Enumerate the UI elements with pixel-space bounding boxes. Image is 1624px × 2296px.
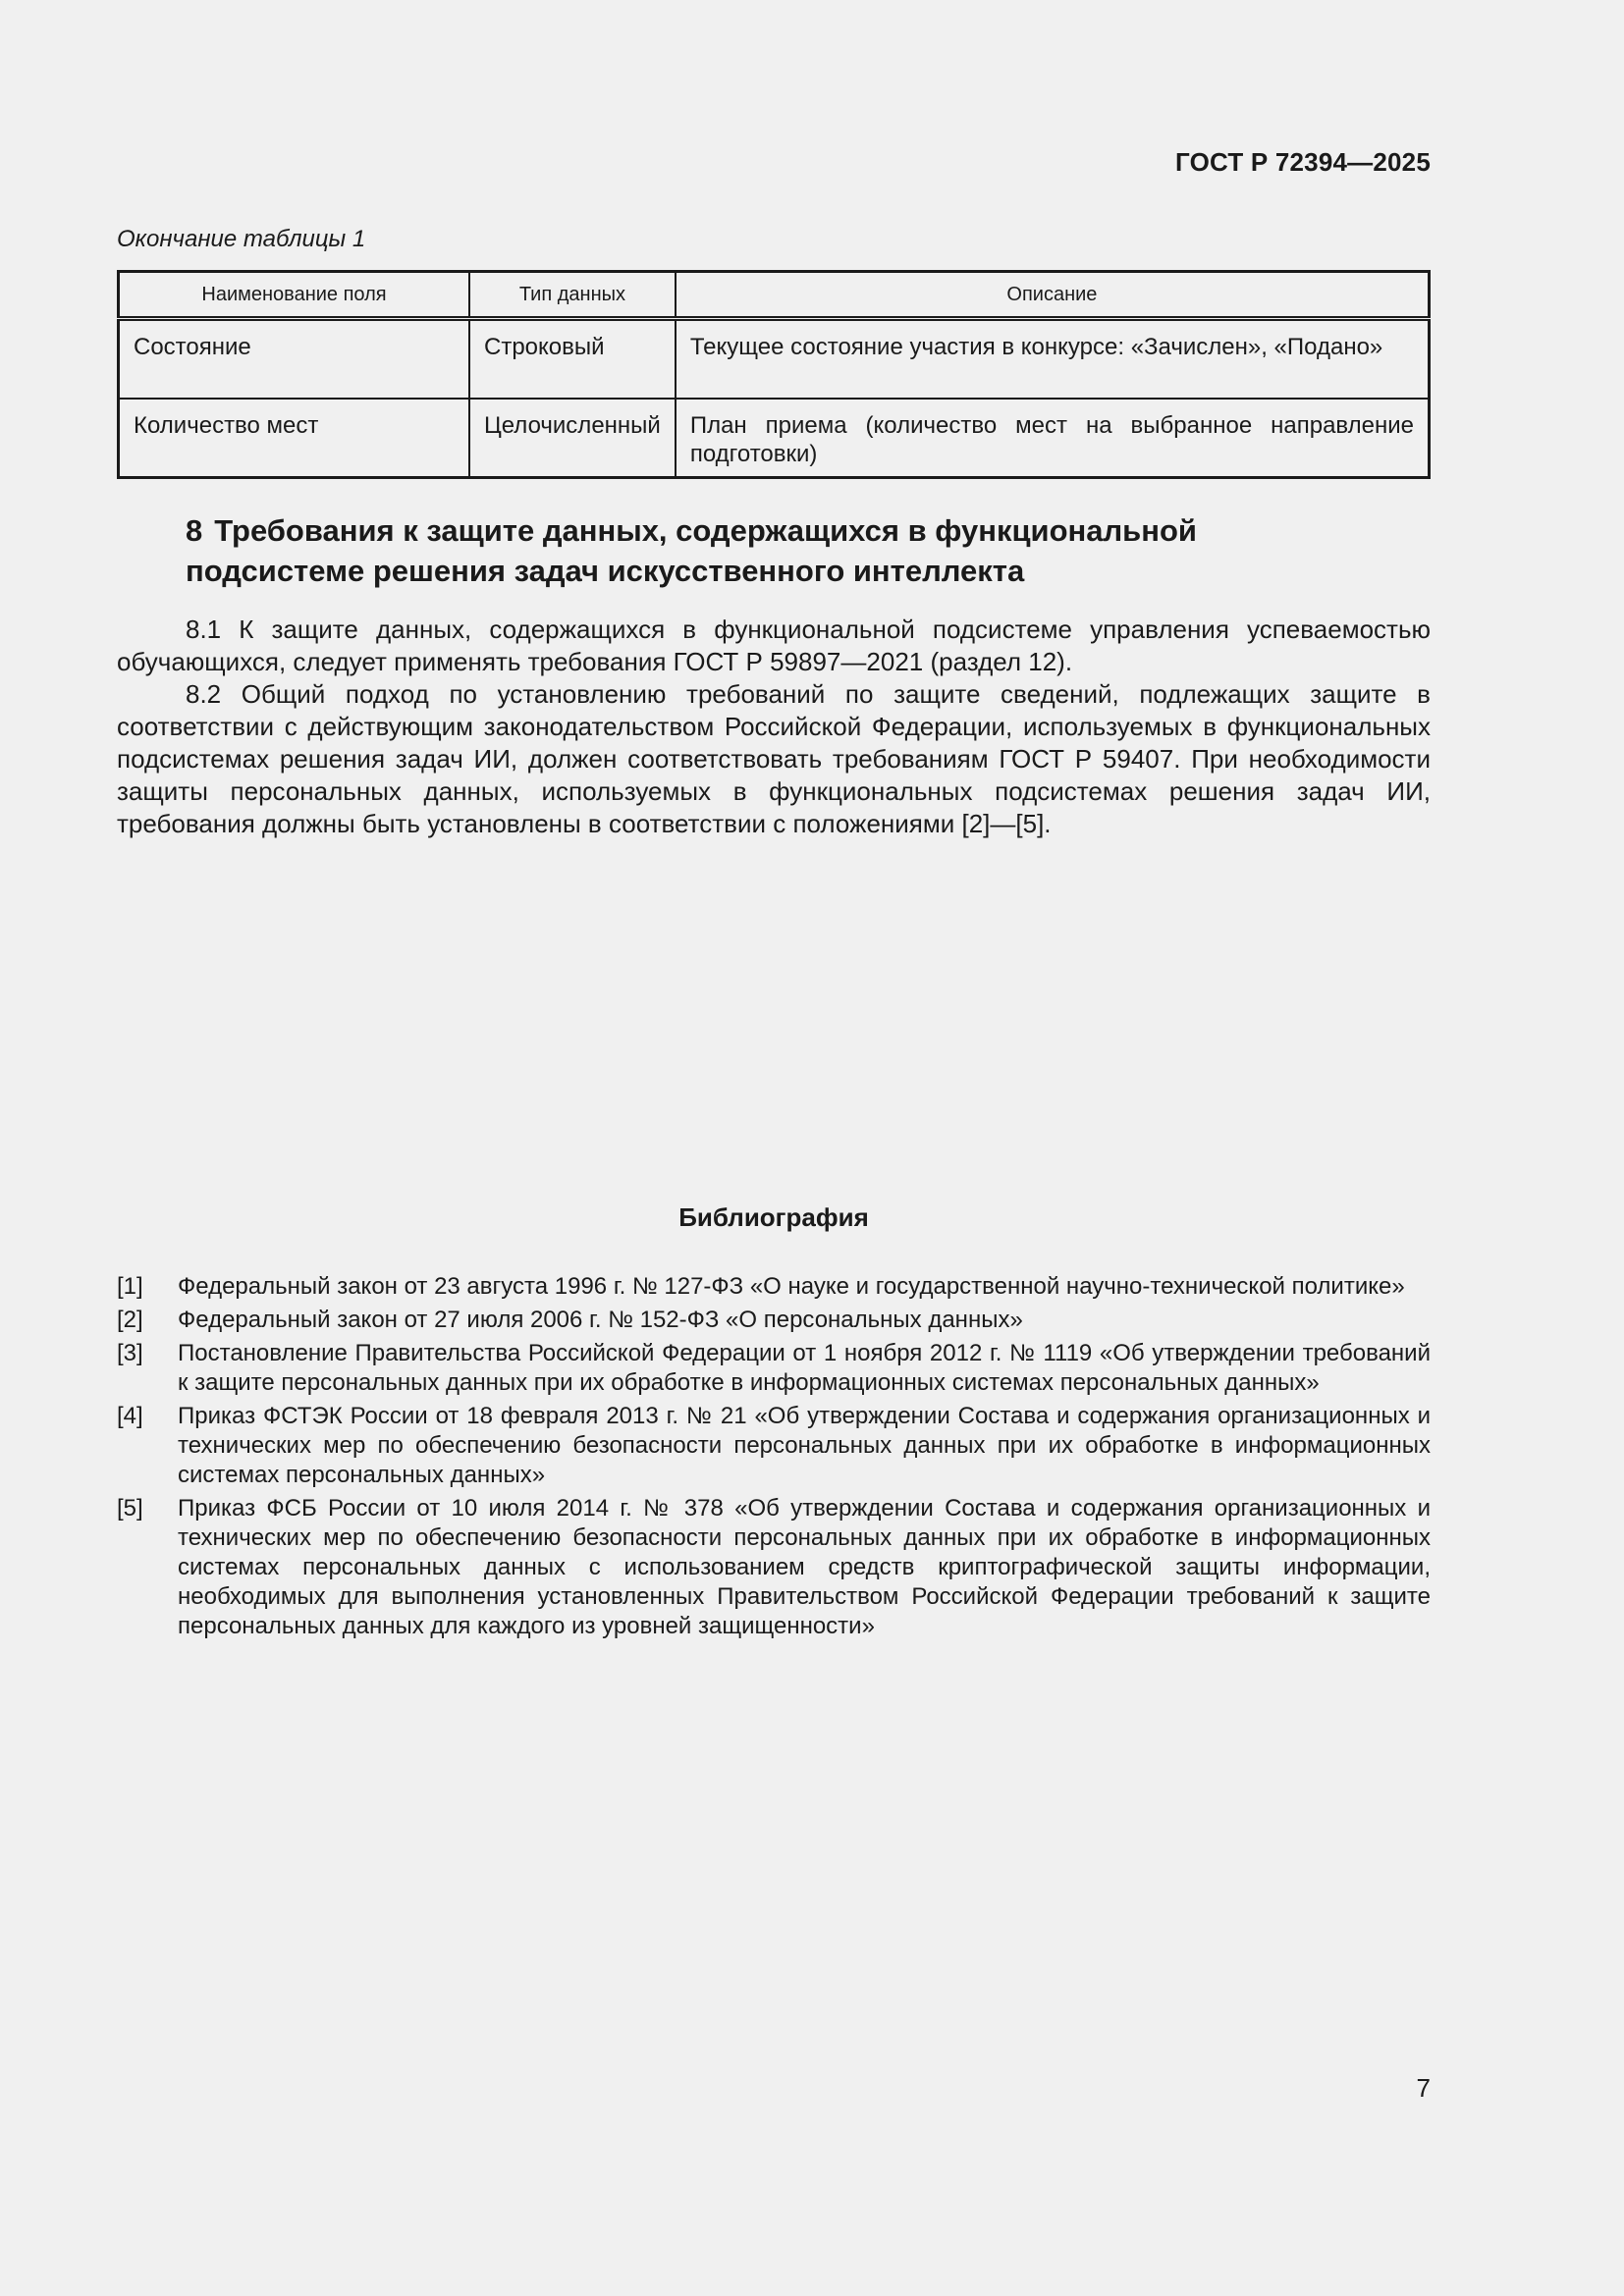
fields-table — [117, 270, 1431, 479]
cell-description: Текущее состояние участия в конкурсе: «Зачислен», «Подано» — [676, 319, 1430, 400]
column-header-description: Описание — [676, 272, 1430, 319]
cell-data-type: Строковый — [469, 319, 676, 400]
column-header-name: Наименование поля — [119, 272, 470, 319]
table-row — [119, 319, 1430, 400]
bibliography-item — [117, 1306, 1431, 1335]
paragraph-8-1: 8.1 К защите данных, содержащихся в функциональной подсистеме управления успеваемостью обучающихся, следует применять требования ГОСТ Р 59897—2021 (раздел 12). — [117, 614, 1431, 676]
bibliography-text: Приказ ФСТЭК России от 18 февраля 2013 г. № 21 «Об утверждении Состава и содержания организационных и технических мер по обеспечению безопасности персональных данных при их обработке в информационных системах персональных данных» — [178, 1403, 1431, 1488]
bibliography-item — [117, 1339, 1431, 1398]
paragraph-8-2: 8.2 Общий подход по установлению требований по защите сведений, подлежащих защите в соответствии с действующим законодательством Российской Федерации, используемых в функциональных подсистемах решения задач ИИ, должен соответствовать требованиям ГОСТ Р 59407. При необходимости защиты персональных данных, используемых в функциональных подсистемах решения задач ИИ, требования должны быть установлены в соответствии с положениями [2]—[5]. — [117, 679, 1431, 838]
bibliography-title: Библиография — [678, 1202, 869, 1232]
bibliography-number: [3] — [117, 1340, 143, 1366]
table-caption: Окончание таблицы 1 — [117, 226, 366, 252]
bibliography-list — [117, 1272, 1431, 1645]
bibliography-text: Федеральный закон от 23 августа 1996 г. № 127-ФЗ «О науке и государственной научно-технической политике» — [178, 1273, 1405, 1300]
section-number: 8 — [186, 513, 203, 548]
bibliography-number: [1] — [117, 1273, 143, 1300]
section-body — [117, 614, 1431, 840]
bibliography-item — [117, 1272, 1431, 1302]
bibliography-number: [2] — [117, 1307, 143, 1333]
bibliography-text: Приказ ФСБ России от 10 июля 2014 г. № 378 «Об утверждении Состава и содержания организационных и технических мер по обеспечению безопасности персональных данных при их обработке в информационных системах персональных данных с использованием средств криптографической защиты информации, необходимых для выполнения установленных Правительством Российской Федерации требований к защите персональных данных для каждого из уровней защищенности» — [178, 1495, 1431, 1639]
column-header-type: Тип данных — [469, 272, 676, 319]
table-row — [119, 399, 1430, 478]
bibliography-text: Федеральный закон от 27 июля 2006 г. № 152-ФЗ «О персональных данных» — [178, 1307, 1023, 1333]
page-number: 7 — [1416, 2073, 1431, 2103]
bibliography-item — [117, 1494, 1431, 1641]
cell-description: План приема (количество мест на выбранное направление подготовки) — [676, 399, 1430, 478]
bibliography-number: [5] — [117, 1495, 143, 1522]
table-header-row — [119, 272, 1430, 319]
bibliography-text: Постановление Правительства Российской Федерации от 1 ноября 2012 г. № 1119 «Об утверждении требований к защите персональных данных при их обработке в информационных системах персональных данных» — [178, 1340, 1431, 1396]
bibliography-number: [4] — [117, 1403, 143, 1429]
bibliography-item — [117, 1402, 1431, 1490]
section-title: Требования к защите данных, содержащихся в функциональной подсистеме решения задач искусственного интеллекта — [186, 513, 1197, 588]
cell-field-name: Состояние — [119, 319, 470, 400]
document-code: ГОСТ Р 72394—2025 — [1175, 147, 1431, 177]
section-heading — [186, 510, 1315, 591]
cell-field-name: Количество мест — [119, 399, 470, 478]
cell-data-type: Целочисленный — [469, 399, 676, 478]
